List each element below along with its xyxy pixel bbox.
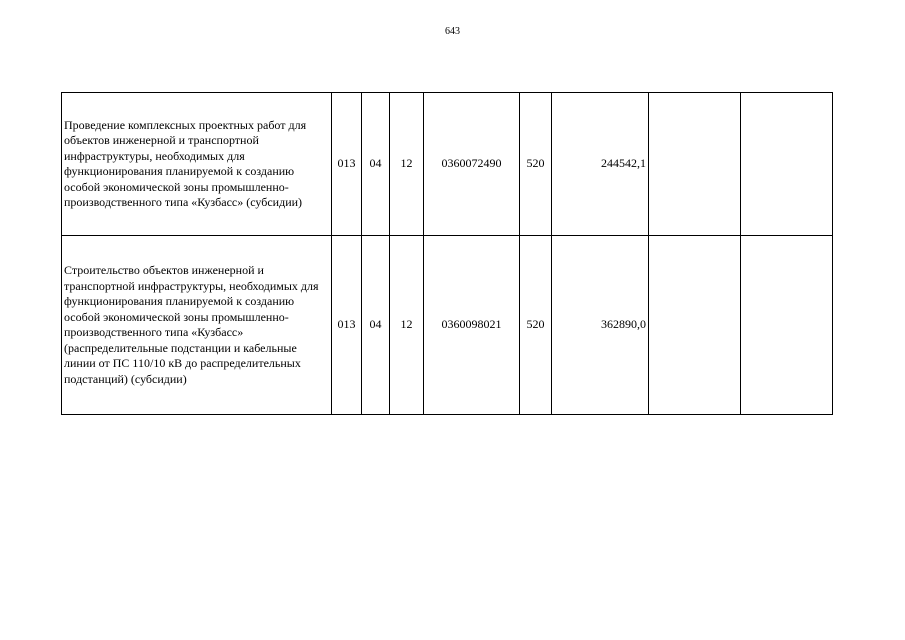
expense-type-cell: 520 xyxy=(520,236,552,415)
ministry-code-cell: 013 xyxy=(332,93,362,236)
target-article-cell: 0360072490 xyxy=(424,93,520,236)
expense-type-cell: 520 xyxy=(520,93,552,236)
row-name-cell: Проведение комплексных проектных работ для объектов инженерной и транспортной инфраструктуры, необходимых для функционирования планируемой к созданию особой экономической зоны промышленно-производственного типа «Кузбасс» (субсидии) xyxy=(62,93,332,236)
amount-cell: 244542,1 xyxy=(552,93,649,236)
section-code-cell: 04 xyxy=(362,236,390,415)
table-row xyxy=(62,93,833,236)
subsection-code-cell: 12 xyxy=(390,236,424,415)
empty-cell xyxy=(649,236,741,415)
ministry-code-cell: 013 xyxy=(332,236,362,415)
empty-cell xyxy=(741,236,833,415)
target-article-cell: 0360098021 xyxy=(424,236,520,415)
section-code-cell: 04 xyxy=(362,93,390,236)
page-number: 643 xyxy=(445,26,460,37)
amount-cell: 362890,0 xyxy=(552,236,649,415)
empty-cell xyxy=(741,93,833,236)
empty-cell xyxy=(649,93,741,236)
budget-table xyxy=(61,92,833,415)
table-row xyxy=(62,236,833,415)
row-name-cell: Строительство объектов инженерной и транспортной инфраструктуры, необходимых для функционирования планируемой к созданию особой экономической зоны промышленно-производственного типа «Кузбасс» (распределительные подстанции и кабельные линии от ПС 110/10 кВ до распределительных подстанций) (субсидии) xyxy=(62,236,332,415)
subsection-code-cell: 12 xyxy=(390,93,424,236)
